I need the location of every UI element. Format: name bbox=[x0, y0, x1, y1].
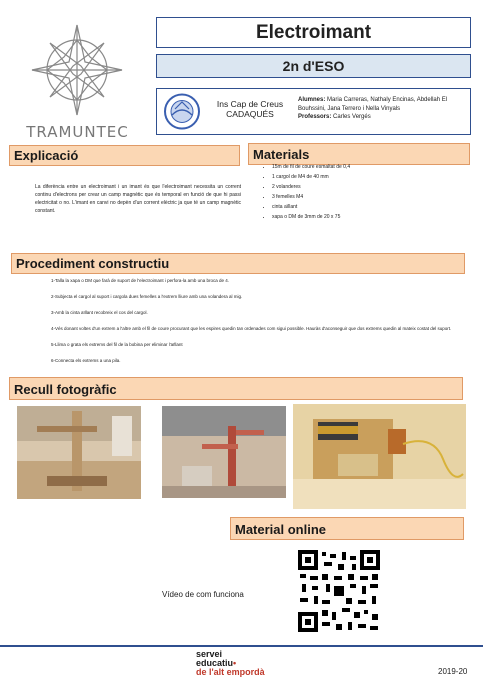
materials-list bbox=[262, 162, 472, 222]
footer-logo-line1: servei bbox=[196, 649, 223, 659]
school-name: Ins Cap de Creus bbox=[216, 99, 284, 109]
school-info-box bbox=[156, 88, 471, 135]
teachers-label: Professors: bbox=[298, 114, 332, 120]
compass-rose-icon bbox=[15, 20, 140, 120]
students-line bbox=[298, 96, 466, 113]
photo-electromagnet-1-image bbox=[17, 406, 141, 499]
materials-item: • 2 volanderes bbox=[272, 182, 472, 192]
footer-logo-line2-text: educatiu bbox=[196, 658, 234, 668]
photo-electromagnet-3 bbox=[293, 404, 466, 509]
photo-electromagnet-2 bbox=[162, 406, 286, 498]
students-names: Maria Carreras, Nathaly Encinas, Abdellah El Bouhssini, Jana Terrero i Nella Vinyals bbox=[298, 97, 448, 112]
teachers-line bbox=[298, 113, 466, 122]
credits-block bbox=[298, 96, 466, 122]
materials-item: • 3 femelles M4 bbox=[272, 192, 472, 202]
online-heading-text: Material online bbox=[235, 522, 327, 537]
school-seal-icon bbox=[162, 93, 202, 130]
procediment-heading-text: Procediment constructiu bbox=[16, 256, 170, 271]
explicacio-heading-text: Explicació bbox=[14, 148, 79, 163]
poster-title-text: Electroimant bbox=[255, 22, 372, 43]
procediment-step: 5-Llima o grata els extrems del fil de la bobina per eliminar l'aïllant bbox=[51, 342, 183, 347]
qr-code-icon bbox=[298, 550, 380, 632]
photo-electromagnet-3-image bbox=[293, 404, 466, 509]
poster-title bbox=[156, 17, 471, 48]
course-level-text: 2n d'ESO bbox=[282, 58, 345, 74]
materials-item: • xapa o DM de 3mm de 20 x 75 bbox=[272, 212, 472, 222]
school-name-block bbox=[207, 99, 293, 119]
footer-dot-icon: • bbox=[233, 658, 237, 668]
materials-heading-text: Materials bbox=[253, 147, 310, 162]
explicacio-text: La diferència entre un electroimant i un imant és que l'electroimant necessita un corrent continu d'electrons per crear un camp magnètic que és temporal en funció de que hi passi electricitat o no. L'imant en canvi no depèn d'un corrent elèctric ja que té un camp magnètic constant. bbox=[35, 184, 241, 214]
procediment-steps bbox=[51, 277, 481, 365]
materials-item: • 1 cargol de M4 de 40 mm bbox=[272, 172, 472, 182]
video-label: Vídeo de com funciona bbox=[162, 590, 244, 599]
procediment-step: 2-Subjecta el cargol al suport i cargola dues femelles a l'extrem lliure amb una volandera al mig. bbox=[51, 294, 243, 299]
recull-heading-text: Recull fotogràfic bbox=[14, 382, 117, 397]
procediment-step: 3-Amb la cinta aïllant recobreix el cos del cargol. bbox=[51, 310, 148, 315]
footer-logo-line3: de l'alt empordà bbox=[196, 667, 265, 677]
teachers-names: Carles Vergés bbox=[333, 114, 371, 120]
school-town: CADAQUÉS bbox=[226, 109, 274, 119]
tramuntec-logo bbox=[15, 20, 140, 141]
school-seal bbox=[162, 93, 202, 130]
procediment-step: 1-Talla la xapa o DM que farà de suport de l'electroimant i perfora-la amb una broca de 4. bbox=[51, 278, 229, 283]
logo-text: TRAMUNTEC bbox=[26, 123, 129, 141]
footer-rule bbox=[0, 645, 483, 647]
footer-year: 2019-20 bbox=[438, 667, 468, 676]
recull-heading bbox=[9, 377, 463, 400]
procediment-step: 4-Vés donant voltes d'un extrem a l'altre amb el fil de coure procurant que les espires quedin tan ordenades com sigui possible. Hauràs d'aconseguir que dos extrems quedin al mateix costat del suport. bbox=[51, 326, 452, 331]
materials-item: • 15m de fil de coure esmaltat de 0,4 bbox=[272, 162, 472, 172]
photo-electromagnet-1 bbox=[17, 406, 141, 499]
explicacio-heading bbox=[9, 145, 240, 166]
course-level bbox=[156, 54, 471, 78]
students-label: Alumnes: bbox=[298, 97, 326, 103]
footer-logo bbox=[196, 650, 265, 677]
photo-electromagnet-2-image bbox=[162, 406, 286, 498]
procediment-heading bbox=[11, 253, 465, 274]
materials-item: • cinta aïllant bbox=[272, 202, 472, 212]
qr-code[interactable] bbox=[298, 550, 380, 632]
online-heading bbox=[230, 517, 464, 540]
procediment-step: 6-Connecta els extrems a una pila. bbox=[51, 358, 121, 363]
